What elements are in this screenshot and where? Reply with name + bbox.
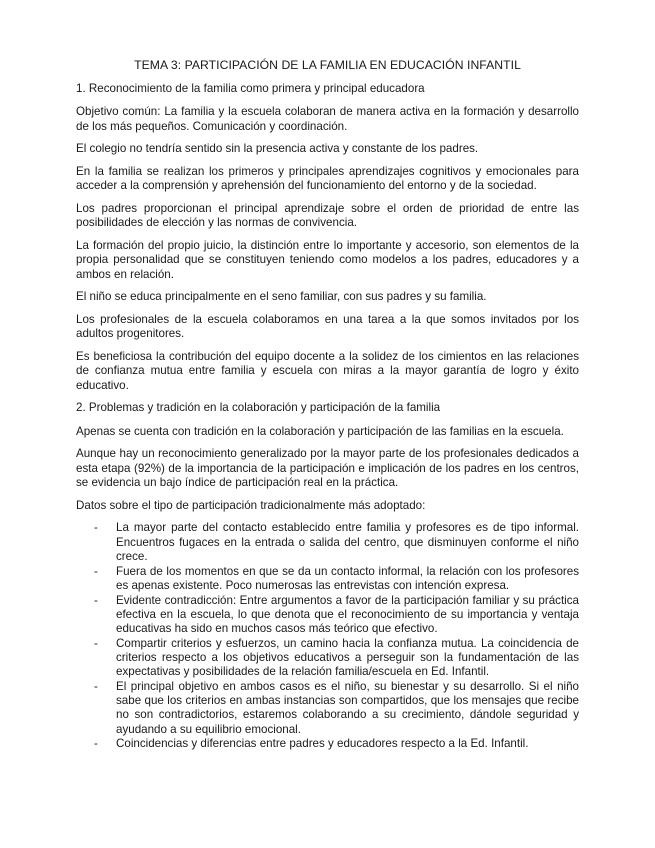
bullet-dash: - — [94, 680, 98, 694]
paragraph: Aunque hay un reconocimiento generalizado por la mayor parte de los profesionales dedicados a esta etapa (92%) de la importancia de la participación e implicación de los padres en los centros, se evidencia un bajo índice de participación real en la práctica. — [76, 447, 579, 489]
bullet-dash: - — [94, 593, 98, 607]
list-item-text: Fuera de los momentos en que se da un contacto informal, la relación con los profesores es apenas existente. Poco numerosas las entrevistas con intención expresa. — [116, 564, 579, 592]
list-item — [76, 565, 579, 593]
bullet-dash: - — [94, 636, 98, 650]
list-item-text: La mayor parte del contacto establecido entre familia y profesores es de tipo informal. Encuentros fugaces en la entrada o salida del centro, que disminuyen conforme el niño crece. — [116, 521, 579, 563]
section-2-heading: 2. Problemas y tradición en la colaboración y participación de la familia — [76, 401, 441, 415]
bullet-dash: - — [94, 564, 98, 578]
paragraph: La formación del propio juicio, la distinción entre lo importante y accesorio, son elementos de la propia personalidad que se constituyen teniendo como modelos a los padres, educadores y a ambos en relación. — [76, 239, 579, 281]
paragraph: El colegio no tendría sentido sin la presencia activa y constante de los padres. — [76, 142, 479, 156]
paragraph: Datos sobre el tipo de participación tradicionalmente más adoptado: — [76, 498, 426, 512]
document-title: TEMA 3: PARTICIPACIÓN DE LA FAMILIA EN EDUCACIÓN INFANTIL — [134, 58, 521, 72]
paragraph: En la familia se realizan los primeros y principales aprendizajes cognitivos y emocionales para acceder a la comprensión y aprehensión del funcionamiento del entorno y de la sociedad. — [76, 165, 579, 193]
list-item-text: Evidente contradicción: Entre argumentos a favor de la participación familiar y su práctica efectiva en la escuela, lo que denota que el reconocimiento de su importancia y ventaja educativas ha sido en muchos casos más teórico que efectivo. — [116, 593, 579, 636]
list-item — [76, 594, 579, 637]
bullet-list — [76, 521, 579, 751]
paragraph: Es beneficiosa la contribución del equipo docente a la solidez de los cimientos en las relaciones de confianza mutua entre familia y escuela con miras a la mayor garantía de logro y éxito educativo. — [76, 350, 579, 392]
paragraph: Los profesionales de la escuela colaboramos en una tarea a la que somos invitados por los adultos progenitores. — [76, 313, 579, 341]
bullet-dash: - — [94, 521, 98, 535]
list-item — [76, 680, 579, 737]
list-item-text: El principal objetivo en ambos casos es el niño, su bienestar y su desarrollo. Si el niño sabe que los criterios en ambas instancias son compartidos, que los mensajes que recibe no son contradictorios, estaremos colaborando a su crecimiento, dándole seguridad y ayudando a su equilibrio emocional. — [116, 680, 579, 736]
paragraph: Los padres proporcionan el principal aprendizaje sobre el orden de prioridad de entre las posibilidades de elección y las normas de convivencia. — [76, 202, 579, 230]
section-1-heading: 1. Reconocimiento de la familia como primera y principal educadora — [76, 82, 425, 96]
bullet-dash: - — [94, 737, 98, 751]
list-item — [76, 637, 579, 680]
list-item — [76, 521, 579, 564]
paragraph: Apenas se cuenta con tradición en la colaboración y participación de las familias en la escuela. — [76, 424, 564, 438]
list-item-text: Compartir criterios y esfuerzos, un camino hacia la confianza mutua. La coincidencia de criterios respecto a los objetivos educativos a perseguir son la fundamentación de las expectativas y posibilidades de la relación familia/escuela en Ed. Infantil. — [116, 636, 579, 679]
paragraph: El niño se educa principalmente en el seno familiar, con sus padres y su familia. — [76, 290, 487, 304]
paragraph: Objetivo común: La familia y la escuela colaboran de manera activa en la formación y desarrollo de los más pequeños. Comunicación y coordinación. — [76, 105, 579, 133]
list-item — [76, 737, 579, 751]
list-item-text: Coincidencias y diferencias entre padres y educadores respecto a la Ed. Infantil. — [116, 737, 529, 751]
